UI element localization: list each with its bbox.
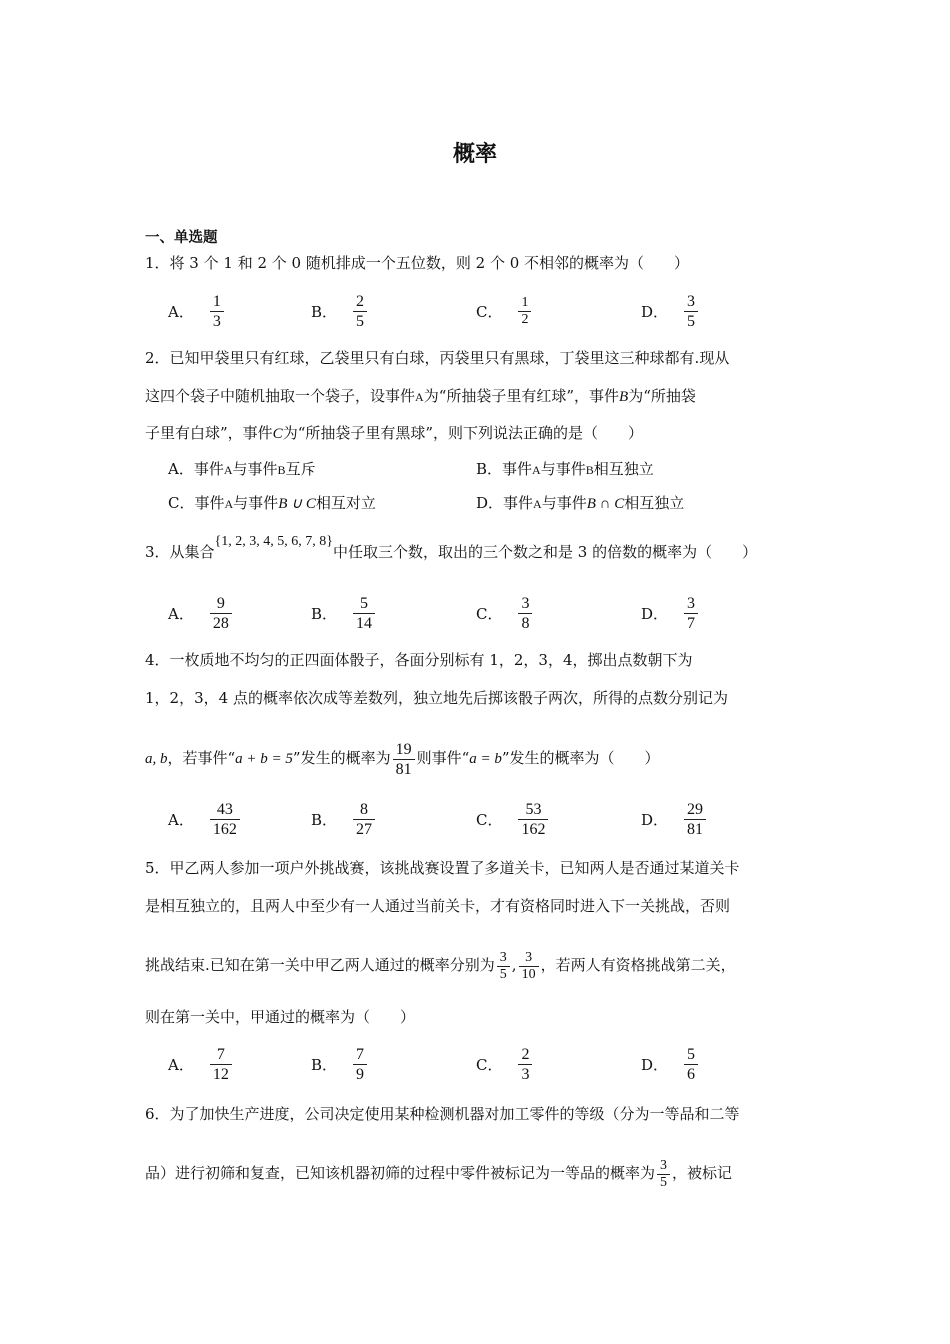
q3-option-b[interactable]: B． $\frac{5}{14}$ <box>311 588 377 638</box>
question-3-text: 3．从集合{1, 2, 3, 4, 5, 6, 7, 8}中任取三个数，取出的三个数之和是 3 的倍数的概率为（ ） <box>145 534 758 561</box>
fraction: $\frac{3}{10}$ <box>519 950 539 983</box>
fraction: $\frac{8}{27}$ <box>353 800 375 839</box>
question-4-options <box>0 794 950 844</box>
section-heading: 一、单选题 <box>145 230 218 246</box>
fraction: $\frac{3}{5}$ <box>497 950 510 983</box>
question-5-line-1: 5．甲乙两人参加一项户外挑战赛，该挑战赛设置了多道关卡，已知两人是否通过某道关卡 <box>145 859 740 877</box>
question-5-line-3: 挑战结束.已知在第一关中甲乙两人通过的概率分别为 $\frac{3}{5}$ , $\frac{3}{10}$ ，若两人有资格挑战第二关， <box>145 949 736 982</box>
fraction: $\frac{2}{5}$ <box>353 292 367 331</box>
q3-option-a[interactable]: A． $\frac{9}{28}$ <box>168 588 234 638</box>
q2-option-d[interactable]: D．事件A与事件B ∩ C相互独立 <box>476 494 685 512</box>
fraction: $\frac{53}{162}$ <box>518 800 548 839</box>
question-2-line-3: 子里有白球”，事件C为“所抽袋子里有黑球”，则下列说法正确的是（ ） <box>145 424 644 442</box>
question-3-options <box>0 588 950 638</box>
fraction: $\frac{1}{3}$ <box>210 292 224 331</box>
page-title: 概率 <box>452 142 497 167</box>
fraction: $\frac{5}{6}$ <box>684 1045 698 1084</box>
fraction: $\frac{19}{81}$ <box>393 740 415 779</box>
fraction: $\frac{9}{28}$ <box>210 594 232 633</box>
question-4-line-1: 4．一枚质地不均匀的正四面体骰子，各面分别标有 1，2，3，4，掷出点数朝下为 <box>145 651 693 669</box>
q3-option-d[interactable]: D． $\frac{3}{7}$ <box>641 588 700 638</box>
fraction: $\frac{7}{9}$ <box>353 1045 367 1084</box>
question-2-line-1: 2．已知甲袋里只有红球，乙袋里只有白球，丙袋里只有黑球，丁袋里这三种球都有.现从 <box>145 349 730 367</box>
q1-option-a[interactable]: A． $\frac{1}{3}$ <box>168 286 226 336</box>
question-1-text: 1．将 3 个 1 和 2 个 0 随机排成一个五位数，则 2 个 0 不相邻的概率为（ ） <box>145 254 690 272</box>
q1-option-c[interactable]: C． $\frac{1}{2}$ <box>476 286 533 336</box>
q1-option-d[interactable]: D． $\frac{3}{5}$ <box>641 286 700 336</box>
q4-option-b[interactable]: B． $\frac{8}{27}$ <box>311 794 377 844</box>
q2-option-a[interactable]: A．事件A与事件B互斥 <box>168 460 316 478</box>
q5-option-c[interactable]: C． $\frac{2}{3}$ <box>476 1039 534 1089</box>
question-5-options <box>0 1039 950 1089</box>
question-5-line-4: 则在第一关中，甲通过的概率为（ ） <box>145 1008 416 1026</box>
question-6-line-1: 6．为了加快生产进度，公司决定使用某种检测机器对加工零件的等级（分为一等品和二等 <box>145 1105 740 1123</box>
question-2-line-2: 这四个袋子中随机抽取一个袋子，设事件A为“所抽袋子里有红球”，事件B为“所抽袋 <box>145 387 696 405</box>
q2-option-c[interactable]: C．事件A与事件B ∪ C相互对立 <box>168 494 376 512</box>
fraction: $\frac{2}{3}$ <box>518 1045 532 1084</box>
fraction: $\frac{3}{8}$ <box>518 594 532 633</box>
question-4-line-3: a, b，若事件“a + b = 5”发生的概率为 $\frac{19}{81}$ 则事件“a = b”发生的概率为（ ） <box>145 740 660 778</box>
q3-option-c[interactable]: C． $\frac{3}{8}$ <box>476 588 534 638</box>
q2-option-b[interactable]: B．事件A与事件B相互独立 <box>476 460 654 478</box>
q1-option-b[interactable]: B． $\frac{2}{5}$ <box>311 286 369 336</box>
fraction: $\frac{1}{2}$ <box>518 295 531 328</box>
fraction: $\frac{7}{12}$ <box>210 1045 232 1084</box>
q4-option-a[interactable]: A． $\frac{43}{162}$ <box>168 794 242 844</box>
q5-option-a[interactable]: A． $\frac{7}{12}$ <box>168 1039 234 1089</box>
fraction: $\frac{3}{5}$ <box>684 292 698 331</box>
q4-option-c[interactable]: C． $\frac{53}{162}$ <box>476 794 550 844</box>
fraction: $\frac{3}{5}$ <box>657 1158 670 1191</box>
q4-option-d[interactable]: D． $\frac{29}{81}$ <box>641 794 708 844</box>
fraction: $\frac{3}{7}$ <box>684 594 698 633</box>
fraction: $\frac{29}{81}$ <box>684 800 706 839</box>
question-4-line-2: 1，2，3，4 点的概率依次成等差数列，独立地先后掷该骰子两次，所得的点数分别记为 <box>145 689 728 707</box>
q5-option-d[interactable]: D． $\frac{5}{6}$ <box>641 1039 700 1089</box>
question-6-line-2: 品）进行初筛和复查，已知该机器初筛的过程中零件被标记为一等品的概率为 $\frac{3}{5}$ ，被标记 <box>145 1157 733 1190</box>
q5-option-b[interactable]: B． $\frac{7}{9}$ <box>311 1039 369 1089</box>
question-1-options <box>0 286 950 336</box>
set-expression: {1, 2, 3, 4, 5, 6, 7, 8} <box>214 534 333 549</box>
fraction: $\frac{5}{14}$ <box>353 594 375 633</box>
question-5-line-2: 是相互独立的，且两人中至少有一人通过当前关卡，才有资格同时进入下一关挑战，否则 <box>145 897 731 915</box>
fraction: $\frac{43}{162}$ <box>210 800 240 839</box>
